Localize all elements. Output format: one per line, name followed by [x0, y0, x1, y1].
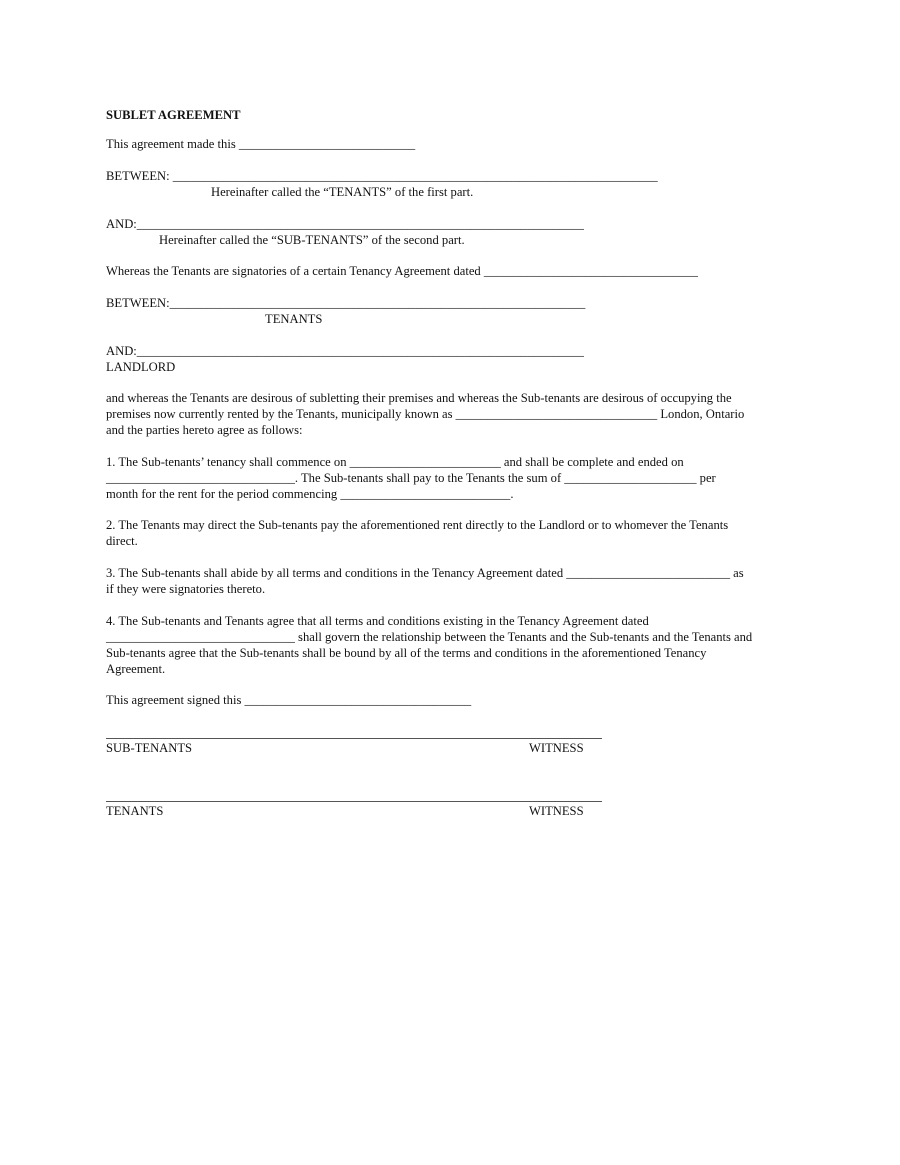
clause-1-line-2: ______________________________. The Sub-tenants shall pay to the Tenants the sum of _____________________ per	[106, 471, 716, 485]
clause-3-line-2: if they were signatories thereto.	[106, 582, 266, 596]
subtenants-definition: Hereinafter called the “SUB-TENANTS” of the second part.	[159, 233, 465, 247]
clause-4-line-1: 4. The Sub-tenants and Tenants agree that all terms and conditions existing in the Tenancy Agreement dated	[106, 614, 649, 628]
recital-line-3: and the parties hereto agree as follows:	[106, 423, 303, 437]
recital-line-1: and whereas the Tenants are desirous of subletting their premises and whereas the Sub-tenants are desirous of occupying the	[106, 391, 732, 405]
witness-label-2: WITNESS	[529, 804, 584, 818]
landlord-label: LANDLORD	[106, 360, 176, 374]
tenants-definition: Hereinafter called the “TENANTS” of the first part.	[211, 185, 474, 199]
clause-4-line-2: ______________________________ shall govern the relationship between the Tenants and the Sub-tenants and the Tenants and	[106, 630, 753, 644]
clause-4-line-4: Agreement.	[106, 662, 166, 676]
agreement-made-line: This agreement made this ____________________________	[106, 137, 416, 151]
clause-2-line-1: 2. The Tenants may direct the Sub-tenants pay the aforementioned rent directly to the Landlord or to whomever the Tenants	[106, 518, 729, 532]
agreement-signed-line: This agreement signed this ____________________________________	[106, 693, 472, 707]
whereas-line: Whereas the Tenants are signatories of a certain Tenancy Agreement dated __________________________________	[106, 264, 698, 278]
between-tenants-line: BETWEEN: _____________________________________________________________________________	[106, 169, 658, 183]
clause-4-line-3: Sub-tenants agree that the Sub-tenants shall be bound by all of the terms and conditions in the aforementioned Tenancy	[106, 646, 707, 660]
tenants-label: TENANTS	[265, 312, 323, 326]
witness-label-1: WITNESS	[529, 741, 584, 755]
clause-2-line-2: direct.	[106, 534, 138, 548]
recital-line-2: premises now currently rented by the Tenants, municipally known as ________________________________ London, Ontario	[106, 407, 745, 421]
clause-1-line-1: 1. The Sub-tenants’ tenancy shall commence on ________________________ and shall be complete and ended on	[106, 455, 684, 469]
clause-1-line-3: month for the rent for the period commencing ___________________________.	[106, 487, 514, 501]
signature-line-tenants	[106, 801, 602, 802]
and-landlord-line: AND:_______________________________________________________________________	[106, 344, 584, 358]
document-title: SUBLET AGREEMENT	[106, 108, 241, 122]
and-subtenants-line: AND:_______________________________________________________________________	[106, 217, 584, 231]
between-original-line: BETWEEN:__________________________________________________________________	[106, 296, 586, 310]
subtenants-signature-label: SUB-TENANTS	[106, 741, 193, 755]
tenants-signature-label: TENANTS	[106, 804, 164, 818]
signature-line-subtenants	[106, 738, 602, 739]
clause-3-line-1: 3. The Sub-tenants shall abide by all terms and conditions in the Tenancy Agreement dated __________________________ as	[106, 566, 744, 580]
